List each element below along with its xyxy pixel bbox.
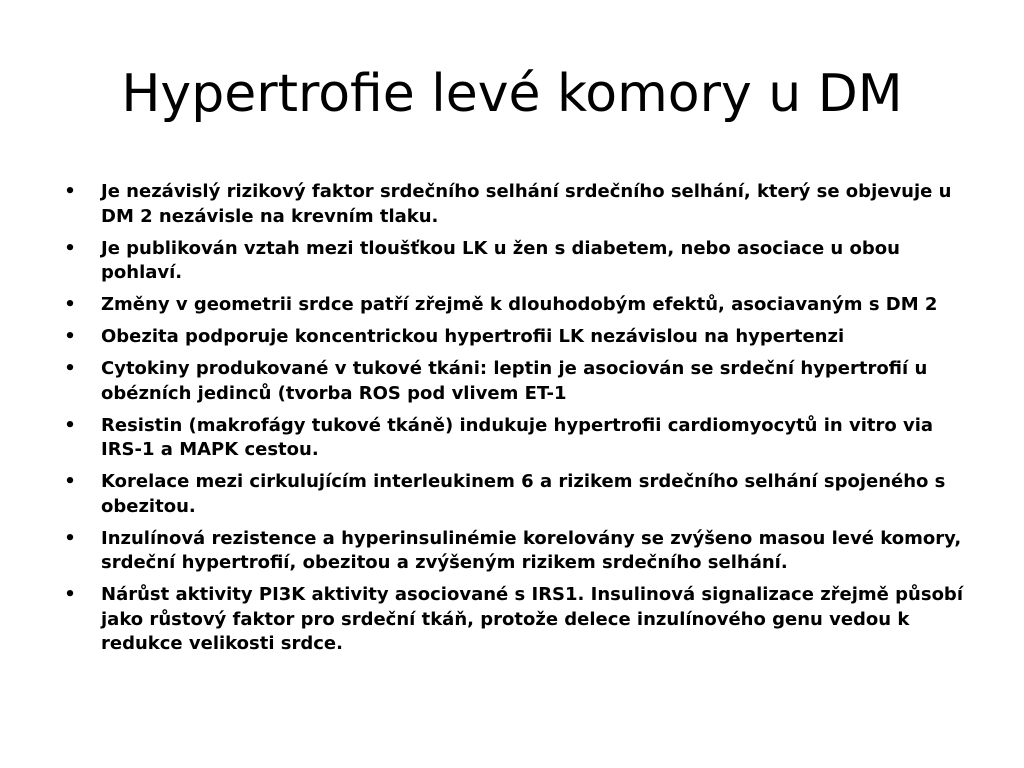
bullet-item	[60, 527, 980, 576]
bullet-item	[60, 583, 980, 657]
bullet-item	[60, 180, 980, 229]
bullet-icon: •	[64, 584, 76, 605]
bullet-icon: •	[64, 358, 76, 379]
slide-title: Hypertrofie levé komory u DM	[121, 64, 903, 124]
bullet-icon: •	[64, 414, 76, 436]
bullet-text: Cytokiny produkované v tukové tkáni: leptin je asociován se srdeční hypertrofií u obézních jedinců (tvorba ROS pod vlivem ET-1	[101, 358, 928, 404]
bullet-icon: •	[64, 294, 76, 315]
bullet-icon: •	[64, 237, 76, 259]
bullet-item	[60, 293, 980, 318]
bullet-icon: •	[64, 326, 76, 347]
bullet-text: Je publikován vztah mezi tloušťkou LK u žen s diabetem, nebo asociace u obou pohlaví.	[101, 237, 900, 283]
bullet-text: Korelace mezi cirkulujícím interleukinem 6 a rizikem srdečního selhání spojeného s obezitou.	[101, 471, 946, 517]
bullet-text: Je nezávislý rizikový faktor srdečního selhání srdečního selhání, který se objevuje u DM 2 nezávisle na krevním tlaku.	[101, 181, 952, 227]
bullet-text: Resistin (makrofágy tukové tkáně) indukuje hypertrofii cardiomyocytů in vitro via IRS-1 a MAPK cestou.	[101, 414, 934, 460]
bullet-list	[60, 180, 980, 664]
bullet-item	[60, 325, 980, 350]
bullet-icon: •	[64, 471, 76, 492]
bullet-icon: •	[64, 181, 76, 202]
bullet-icon: •	[64, 527, 76, 549]
bullet-item	[60, 237, 980, 286]
bullet-text: Obezita podporuje koncentrickou hypertrofii LK nezávislou na hypertenzi	[101, 326, 845, 347]
bullet-item	[60, 357, 980, 406]
bullet-item	[60, 414, 980, 463]
bullet-text: Inzulínová rezistence a hyperinsulinémie korelovány se zvýšeno masou levé komory, srdeční hypertrofií, obezitou a zvýšeným rizikem srdečního selhání.	[101, 527, 962, 573]
bullet-text: Nárůst aktivity PI3K aktivity asociované s IRS1. Insulinová signalizace zřejmě působí jako růstový faktor pro srdeční tkáň, protože delece inzulínového genu vedou k redukce velikosti srdce.	[101, 584, 963, 654]
bullet-item	[60, 470, 980, 519]
bullet-text: Změny v geometrii srdce patří zřejmě k dlouhodobým efektů, asociavaným s DM 2	[101, 294, 938, 315]
